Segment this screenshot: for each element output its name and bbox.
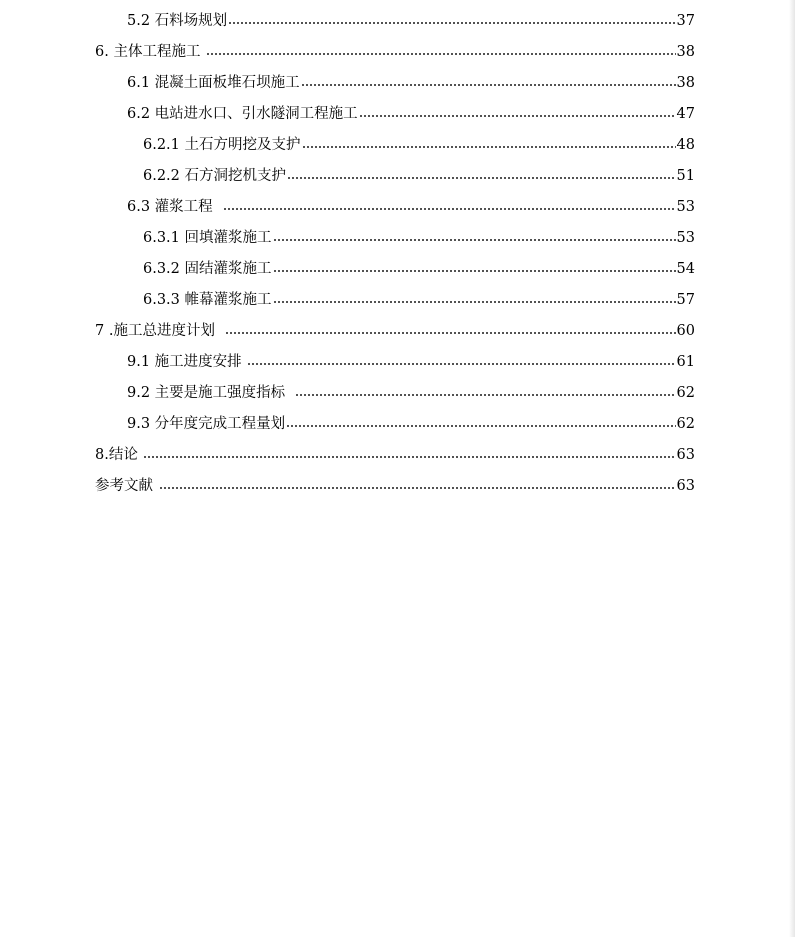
- toc-entry-page: 47: [676, 106, 695, 122]
- toc-entry-title: 9.1 施工进度安排: [127, 354, 247, 370]
- toc-entry-title: 7 .施工总进度计划: [95, 323, 225, 339]
- toc-entry-title: 6.2.2 石方洞挖机支护: [143, 168, 287, 184]
- toc-entry-page: 63: [676, 478, 695, 494]
- toc-entry-page: 51: [676, 168, 695, 184]
- dot-leader: [228, 22, 675, 24]
- dot-leader: [295, 394, 675, 396]
- toc-entry[interactable]: [127, 378, 695, 409]
- toc-entry-title: 6.2.1 土石方明挖及支护: [143, 137, 301, 153]
- toc-entry-title: 9.3 分年度完成工程量划: [127, 416, 286, 432]
- toc-entry-page: 54: [676, 261, 695, 277]
- toc-entry-title: 6.3.1 回填灌浆施工: [143, 230, 272, 246]
- toc-entry-page: 62: [676, 416, 695, 432]
- toc-entry[interactable]: [95, 37, 695, 68]
- toc-entry-title: 6.3.3 帷幕灌浆施工: [143, 292, 272, 308]
- dot-leader: [287, 177, 676, 179]
- toc-entry[interactable]: [95, 316, 695, 347]
- toc-entry-title: 5.2 石料场规划: [127, 13, 228, 29]
- dot-leader: [301, 84, 676, 86]
- toc-entry-title: 6. 主体工程施工: [95, 44, 206, 60]
- toc-entry[interactable]: [127, 68, 695, 99]
- dot-leader: [273, 301, 676, 303]
- toc-entry[interactable]: [127, 192, 695, 223]
- toc-entry[interactable]: [143, 130, 695, 161]
- dot-leader: [286, 425, 675, 427]
- toc-entry-page: 62: [676, 385, 695, 401]
- toc-entry-page: 48: [676, 137, 695, 153]
- toc-entry[interactable]: [127, 99, 695, 130]
- toc-entry[interactable]: [143, 223, 695, 254]
- toc-entry-page: 57: [676, 292, 695, 308]
- dot-leader: [273, 239, 676, 241]
- toc-entry[interactable]: [127, 6, 695, 37]
- dot-leader: [159, 487, 676, 489]
- toc-entry-page: 61: [676, 354, 695, 370]
- toc-entry-title: 6.1 混凝土面板堆石坝施工: [127, 75, 300, 91]
- toc-entry-page: 60: [676, 323, 695, 339]
- toc-entry[interactable]: [95, 440, 695, 471]
- toc-entry[interactable]: [127, 347, 695, 378]
- dot-leader: [302, 146, 676, 148]
- toc-entry[interactable]: [143, 285, 695, 316]
- toc-entry[interactable]: [127, 409, 695, 440]
- dot-leader: [223, 208, 676, 210]
- toc-entry-page: 53: [676, 230, 695, 246]
- dot-leader: [273, 270, 676, 272]
- toc-entry-title: 6.3 灌浆工程: [127, 199, 222, 215]
- page-edge-shadow: [789, 0, 795, 937]
- toc-entry-title: 6.3.2 固结灌浆施工: [143, 261, 272, 277]
- toc-entry-page: 53: [676, 199, 695, 215]
- toc-entry-page: 63: [676, 447, 695, 463]
- toc-entry-title: 参考文献: [95, 478, 158, 494]
- toc-entry-title: 6.2 电站进水口、引水隧洞工程施工: [127, 106, 358, 122]
- dot-leader: [225, 332, 675, 334]
- toc-entry[interactable]: [143, 254, 695, 285]
- toc-entry-title: 8.结论: [95, 447, 143, 463]
- toc-entry[interactable]: [143, 161, 695, 192]
- toc-entry-page: 37: [676, 13, 695, 29]
- toc-entry-page: 38: [676, 44, 695, 60]
- toc-entry-page: 38: [676, 75, 695, 91]
- toc-entry[interactable]: [95, 471, 695, 502]
- toc-entry-title: 9.2 主要是施工强度指标: [127, 385, 295, 401]
- dot-leader: [247, 363, 675, 365]
- dot-leader: [143, 456, 675, 458]
- dot-leader: [206, 53, 675, 55]
- dot-leader: [359, 115, 676, 117]
